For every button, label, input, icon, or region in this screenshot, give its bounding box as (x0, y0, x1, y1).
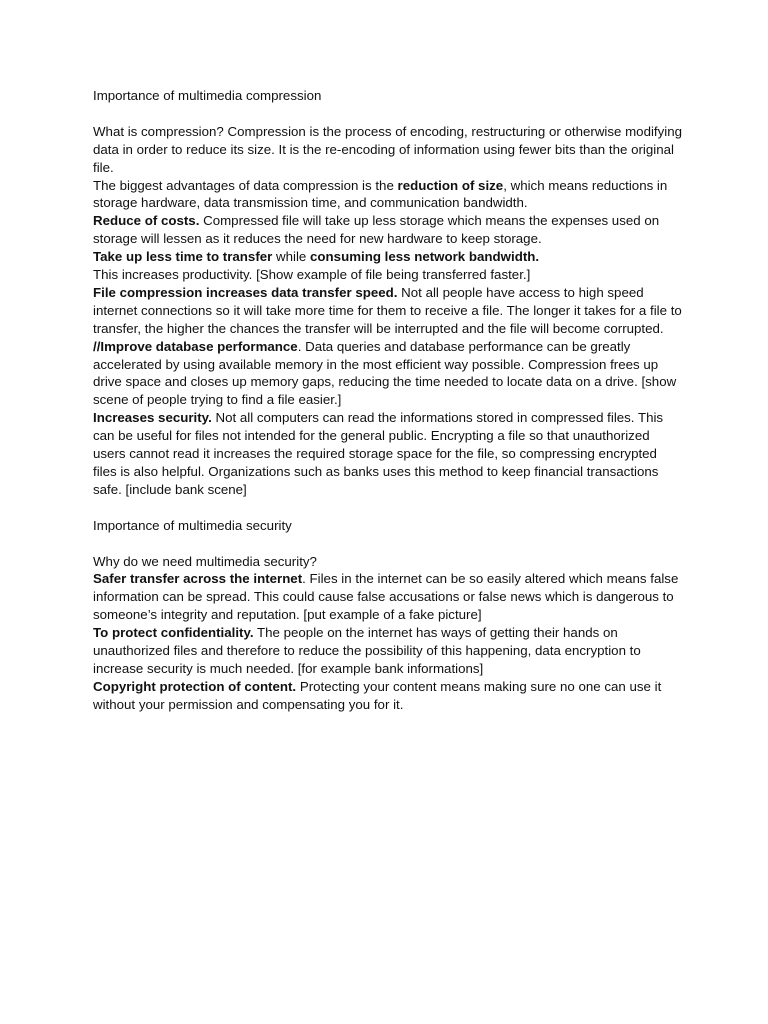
heading-security: Importance of multimedia security (93, 517, 292, 533)
copyright-bold: Copyright protection of content. (93, 678, 297, 694)
speed-text: Not all people have access to high speed internet connections so it will take more time for them to receive a file. The longer it takes for a file to transfer, the higher the chances the transfer will be interrupted and the file will become corrupted. (93, 284, 682, 336)
advantages-text-before: The biggest advantages of data compression is the (93, 177, 398, 193)
time-bold-2: consuming less network bandwidth. (310, 249, 540, 265)
paragraph-time (93, 248, 683, 266)
advantages-bold: reduction of size (397, 177, 504, 193)
time-bold-1: Take up less time to transfer (93, 249, 273, 265)
paragraph-confidentiality (93, 624, 683, 678)
confidentiality-bold: To protect confidentiality. (93, 625, 254, 641)
document-body (93, 87, 683, 714)
paragraph-gap (93, 105, 683, 123)
copyright-text: Protecting your content means making sure no one can use it without your permission and compensating you for it. (93, 678, 662, 712)
paragraph-advantages (93, 177, 683, 213)
time-middle: while (272, 249, 311, 265)
paragraph-gap (93, 535, 683, 553)
paragraph-copyright (93, 678, 683, 714)
paragraph-speed (93, 284, 683, 338)
advantages-text-after: , which means reductions in storage hardware, data transmission time, and communication bandwidth. (93, 177, 668, 211)
safer-text: . Files in the internet can be so easily altered which means false information can be spread. This could cause false accusations or false news which is dangerous to someone’s integrity and reputation. [put example of a fake picture] (93, 571, 679, 623)
costs-bold: Reduce of costs. (93, 213, 200, 229)
speed-bold: File compression increases data transfer speed. (93, 284, 398, 300)
paragraph-costs (93, 212, 683, 248)
paragraph-safer (93, 570, 683, 624)
safer-bold: Safer transfer across the internet (93, 571, 303, 587)
database-text: . Data queries and database performance can be greatly accelerated by using available memory in the most efficient way possible. Compression frees up drive space and closes up memory gaps, reducing the time needed to locate data on a drive. [show scene of people trying to find a file easier.] (93, 338, 677, 408)
security-compression-text: Not all computers can read the informations stored in compressed files. This can be useful for files not intended for the general public. Encrypting a file so that unauthorized users cannot read it increases the required storage space for the file, so compressing encrypted files is also helpful. Organizations such as banks uses this method to keep financial transactions safe. [include bank scene] (93, 410, 664, 497)
security-compression-bold: Increases security. (93, 410, 212, 426)
paragraph-gap (93, 499, 683, 517)
paragraph-intro: What is compression? Compression is the process of encoding, restructuring or otherwise modifying data in order to reduce its size. It is the re-encoding of information using fewer bits than the original file. (93, 123, 683, 175)
confidentiality-text: The people on the internet has ways of getting their hands on unauthorized files and therefore to reduce the possibility of this happening, data encryption to increase security is much needed. [for example bank informations] (93, 625, 641, 676)
paragraph-database (93, 338, 683, 410)
paragraph-productivity: This increases productivity. [Show example of file being transferred faster.] (93, 267, 531, 283)
paragraph-question: Why do we need multimedia security? (93, 553, 317, 569)
costs-text: Compressed file will take up less storage which means the expenses used on storage will lessen as it reduces the need for new hardware to keep storage. (93, 213, 660, 247)
database-bold: //Improve database performance (93, 338, 298, 354)
paragraph-security-compression (93, 409, 683, 499)
heading-compression: Importance of multimedia compression (93, 88, 322, 103)
